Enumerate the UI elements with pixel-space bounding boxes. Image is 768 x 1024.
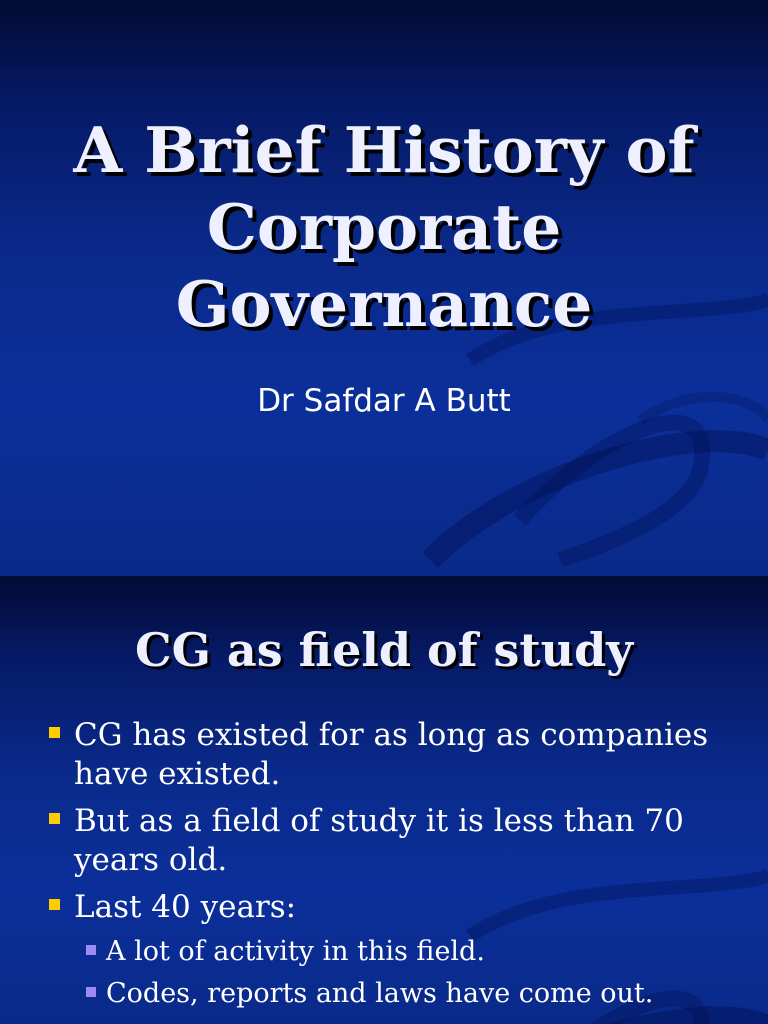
bullet-item — [46, 716, 746, 794]
bullet-list — [46, 716, 746, 1019]
author-subtitle: Dr Safdar A Butt — [257, 383, 511, 419]
bullet-text: CG has existed for as long as companies have existed. — [74, 717, 709, 792]
sub-bullet-text: A lot of activity in this field. — [106, 936, 485, 967]
bullet-item — [46, 802, 746, 880]
sub-bullet-item — [46, 935, 746, 969]
title-line: A Brief History of — [73, 113, 695, 187]
bullet-item — [46, 888, 746, 927]
square-bullet-icon — [49, 899, 60, 910]
slide-title: CG as field of study — [135, 623, 633, 677]
bullet-text: Last 40 years: — [74, 889, 297, 925]
square-sub-bullet-icon — [86, 945, 96, 955]
bullet-text: But as a field of study it is less than 70 years old. — [74, 803, 684, 878]
sub-bullet-item — [46, 977, 746, 1011]
sub-bullet-text: Codes, reports and laws have come out. — [106, 978, 654, 1009]
slide-title — [0, 112, 768, 343]
square-bullet-icon — [49, 813, 60, 824]
square-sub-bullet-icon — [86, 987, 96, 997]
title-line: Corporate — [206, 190, 562, 264]
content-slide — [0, 576, 768, 1024]
square-bullet-icon — [49, 727, 60, 738]
title-line: Governance — [175, 267, 593, 341]
